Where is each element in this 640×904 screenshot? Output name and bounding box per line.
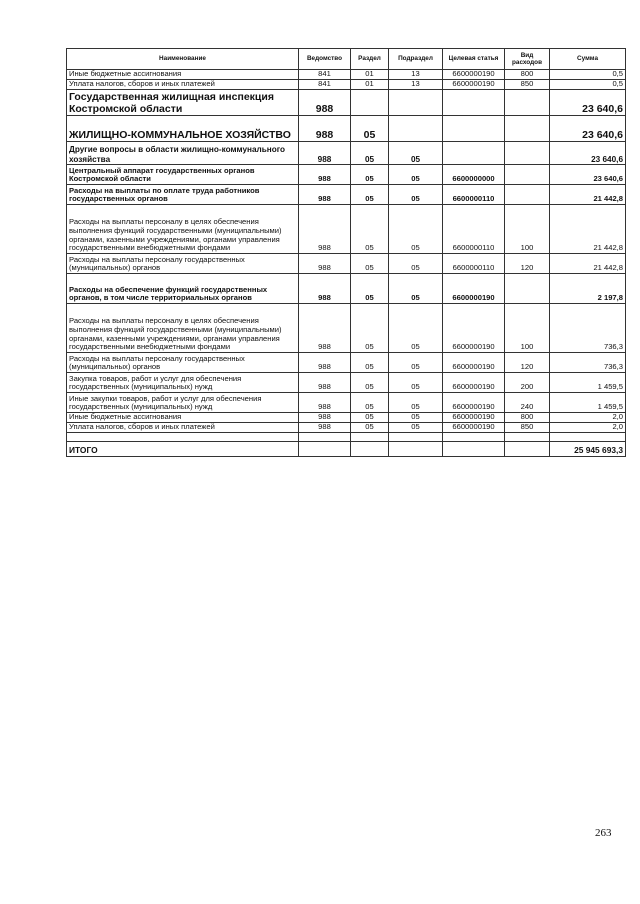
row-subsection: 05 xyxy=(389,353,443,373)
row-name xyxy=(67,433,299,442)
table-row xyxy=(67,205,626,254)
row-section: 05 xyxy=(351,304,389,353)
row-subsection: 05 xyxy=(389,274,443,304)
row-dept: 988 xyxy=(299,185,351,205)
table-row xyxy=(67,373,626,393)
table-row xyxy=(67,413,626,423)
row-article: 6600000110 xyxy=(443,185,505,205)
row-name: Закупка товаров, работ и услуг для обеспечения государственных (муниципальных) нужд xyxy=(67,373,299,393)
table-row xyxy=(67,116,626,142)
table-row xyxy=(67,70,626,80)
row-sum: 25 945 693,3 xyxy=(550,442,626,457)
row-section: 05 xyxy=(351,254,389,274)
table-row xyxy=(67,393,626,413)
row-kind: 240 xyxy=(505,393,550,413)
header-section: Раздел xyxy=(351,49,389,70)
row-article: 6600000190 xyxy=(443,353,505,373)
row-name: Расходы на выплаты персоналу государственных (муниципальных) органов xyxy=(67,254,299,274)
table-body xyxy=(67,70,626,457)
row-section: 05 xyxy=(351,142,389,165)
row-sum: 0,5 xyxy=(550,70,626,80)
row-sum: 736,3 xyxy=(550,304,626,353)
row-subsection xyxy=(389,433,443,442)
row-dept: 988 xyxy=(299,423,351,433)
row-section: 05 xyxy=(351,423,389,433)
row-subsection: 05 xyxy=(389,165,443,185)
table-header xyxy=(67,49,626,70)
table-row xyxy=(67,185,626,205)
row-section: 01 xyxy=(351,80,389,90)
row-sum: 2,0 xyxy=(550,413,626,423)
row-kind xyxy=(505,165,550,185)
row-section: 01 xyxy=(351,70,389,80)
row-article: 6600000190 xyxy=(443,423,505,433)
row-dept: 988 xyxy=(299,116,351,142)
row-sum: 21 442,8 xyxy=(550,185,626,205)
row-article xyxy=(443,142,505,165)
row-kind: 800 xyxy=(505,413,550,423)
row-dept: 988 xyxy=(299,254,351,274)
table-row xyxy=(67,254,626,274)
row-sum xyxy=(550,433,626,442)
row-kind: 100 xyxy=(505,304,550,353)
row-name: Центральный аппарат государственных органов Костромской области xyxy=(67,165,299,185)
row-article: 6600000190 xyxy=(443,413,505,423)
row-section: 05 xyxy=(351,205,389,254)
row-kind xyxy=(505,90,550,116)
table-row xyxy=(67,304,626,353)
row-name: Расходы на выплаты персоналу в целях обеспечения выполнения функций государственными (муниципальными) органами, казенными учреждениями, органами управления государственными внебюджетными фондами xyxy=(67,205,299,254)
row-subsection: 05 xyxy=(389,304,443,353)
row-section: 05 xyxy=(351,274,389,304)
row-section: 05 xyxy=(351,185,389,205)
table-row xyxy=(67,353,626,373)
row-sum: 736,3 xyxy=(550,353,626,373)
row-dept: 988 xyxy=(299,205,351,254)
row-name: ЖИЛИЩНО-КОММУНАЛЬНОЕ ХОЗЯЙСТВО xyxy=(67,116,299,142)
row-subsection: 05 xyxy=(389,254,443,274)
row-dept: 988 xyxy=(299,304,351,353)
header-article: Целевая статья xyxy=(443,49,505,70)
row-name: Уплата налогов, сборов и иных платежей xyxy=(67,423,299,433)
table-row xyxy=(67,423,626,433)
row-subsection: 05 xyxy=(389,393,443,413)
row-subsection xyxy=(389,90,443,116)
row-section: 05 xyxy=(351,116,389,142)
row-dept xyxy=(299,433,351,442)
row-name: Государственная жилищная инспекция Костромской области xyxy=(67,90,299,116)
table-row xyxy=(67,165,626,185)
row-kind: 100 xyxy=(505,205,550,254)
row-dept: 841 xyxy=(299,70,351,80)
row-article xyxy=(443,433,505,442)
row-kind xyxy=(505,442,550,457)
row-dept: 988 xyxy=(299,373,351,393)
table-row xyxy=(67,433,626,442)
row-article xyxy=(443,116,505,142)
row-article: 6600000110 xyxy=(443,205,505,254)
row-article: 6600000000 xyxy=(443,165,505,185)
row-sum: 21 442,8 xyxy=(550,254,626,274)
row-kind: 120 xyxy=(505,353,550,373)
row-article xyxy=(443,90,505,116)
row-kind xyxy=(505,142,550,165)
row-dept: 988 xyxy=(299,274,351,304)
row-subsection: 05 xyxy=(389,423,443,433)
row-sum: 2,0 xyxy=(550,423,626,433)
row-kind xyxy=(505,433,550,442)
row-name: Расходы на выплаты персоналу государственных (муниципальных) органов xyxy=(67,353,299,373)
row-section: 05 xyxy=(351,373,389,393)
table-row xyxy=(67,80,626,90)
row-kind: 850 xyxy=(505,423,550,433)
row-sum: 23 640,6 xyxy=(550,90,626,116)
row-kind xyxy=(505,116,550,142)
row-section: 05 xyxy=(351,353,389,373)
row-dept: 988 xyxy=(299,90,351,116)
row-section xyxy=(351,442,389,457)
row-section xyxy=(351,433,389,442)
row-dept: 988 xyxy=(299,142,351,165)
row-section: 05 xyxy=(351,165,389,185)
row-dept: 988 xyxy=(299,353,351,373)
row-sum: 23 640,6 xyxy=(550,142,626,165)
header-row xyxy=(67,49,626,70)
budget-table xyxy=(66,48,626,457)
row-sum: 21 442,8 xyxy=(550,205,626,254)
row-subsection: 13 xyxy=(389,80,443,90)
row-subsection: 05 xyxy=(389,205,443,254)
row-subsection xyxy=(389,442,443,457)
row-section: 05 xyxy=(351,393,389,413)
row-article: 6600000190 xyxy=(443,80,505,90)
header-kind: Вид расходов xyxy=(505,49,550,70)
header-name: Наименование xyxy=(67,49,299,70)
row-subsection: 05 xyxy=(389,413,443,423)
page-number: 263 xyxy=(595,827,612,839)
row-kind: 850 xyxy=(505,80,550,90)
row-subsection: 05 xyxy=(389,373,443,393)
row-name: Расходы на выплаты по оплате труда работников государственных органов xyxy=(67,185,299,205)
row-subsection xyxy=(389,116,443,142)
header-dept: Ведомство xyxy=(299,49,351,70)
row-kind xyxy=(505,185,550,205)
row-subsection: 13 xyxy=(389,70,443,80)
row-section xyxy=(351,90,389,116)
row-subsection: 05 xyxy=(389,142,443,165)
row-subsection: 05 xyxy=(389,185,443,205)
table-row xyxy=(67,142,626,165)
row-sum: 1 459,5 xyxy=(550,393,626,413)
row-article: 6600000190 xyxy=(443,274,505,304)
row-name: Иные бюджетные ассигнования xyxy=(67,413,299,423)
row-dept: 988 xyxy=(299,393,351,413)
header-sum: Сумма xyxy=(550,49,626,70)
header-subsection: Подраздел xyxy=(389,49,443,70)
row-sum: 23 640,6 xyxy=(550,116,626,142)
row-kind: 200 xyxy=(505,373,550,393)
row-sum: 1 459,5 xyxy=(550,373,626,393)
row-name: Расходы на выплаты персоналу в целях обеспечения выполнения функций государственными (муниципальными) органами, казенными учреждениями, органами управления государственными внебюджетными фондами xyxy=(67,304,299,353)
row-name: ИТОГО xyxy=(67,442,299,457)
row-sum: 2 197,8 xyxy=(550,274,626,304)
row-article xyxy=(443,442,505,457)
row-kind xyxy=(505,274,550,304)
row-dept: 988 xyxy=(299,413,351,423)
row-sum: 23 640,6 xyxy=(550,165,626,185)
row-article: 6600000190 xyxy=(443,70,505,80)
row-name: Расходы на обеспечение функций государственных органов, в том числе территориальных органов xyxy=(67,274,299,304)
row-sum: 0,5 xyxy=(550,80,626,90)
row-section: 05 xyxy=(351,413,389,423)
row-name: Другие вопросы в области жилищно-коммунального хозяйства xyxy=(67,142,299,165)
row-name: Иные закупки товаров, работ и услуг для обеспечения государственных (муниципальных) нужд xyxy=(67,393,299,413)
row-kind: 800 xyxy=(505,70,550,80)
row-dept xyxy=(299,442,351,457)
row-name: Уплата налогов, сборов и иных платежей xyxy=(67,80,299,90)
row-article: 6600000190 xyxy=(443,373,505,393)
row-kind: 120 xyxy=(505,254,550,274)
row-dept: 988 xyxy=(299,165,351,185)
row-article: 6600000110 xyxy=(443,254,505,274)
row-article: 6600000190 xyxy=(443,304,505,353)
row-dept: 841 xyxy=(299,80,351,90)
row-name: Иные бюджетные ассигнования xyxy=(67,70,299,80)
row-article: 6600000190 xyxy=(443,393,505,413)
table-row xyxy=(67,274,626,304)
table-row xyxy=(67,442,626,457)
table-row xyxy=(67,90,626,116)
